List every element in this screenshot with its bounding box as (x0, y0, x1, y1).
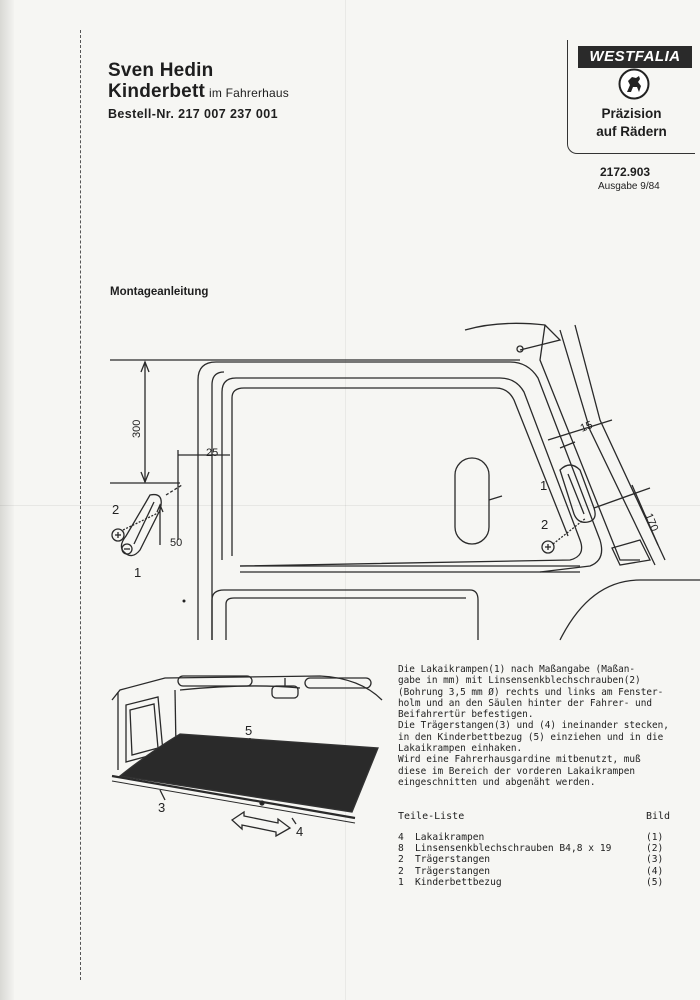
document-edition: Ausgabe 9/84 (598, 181, 660, 192)
part-qty: 1 (398, 876, 404, 888)
instruction-line: Die Trägerstangen(3) und (4) ineinander stecken, (398, 720, 669, 732)
rod-joint (260, 801, 264, 805)
part-label-5: 5 (245, 723, 253, 738)
logo-tagline-2: auf Rädern (596, 124, 667, 139)
part-qty: 8 (398, 843, 404, 855)
instruction-line: holm und an den Säulen hinter der Fahrer- und (398, 697, 652, 709)
double-arrow-icon (232, 812, 290, 836)
part-label-2-right: 2 (541, 517, 549, 532)
dimension-label-25: 25 (206, 447, 219, 459)
part-qty: 4 (398, 832, 404, 843)
part-ref: (2) (646, 843, 664, 855)
instruction-line: Die Lakaikrampen(1) nach Maßangabe (Maßan- (398, 664, 636, 675)
part-name: Trägerstangen (415, 854, 491, 866)
logo-tagline-1: Präzision (601, 106, 662, 121)
instructions-text (398, 664, 683, 788)
instruction-line: (Bohrung 3,5 mm Ø) rechts und links am Fenster- (398, 686, 664, 698)
dimension-label-50: 50 (170, 537, 183, 549)
parts-list-ref-header: Bild (646, 811, 671, 822)
part-name: Lakaikrampen (415, 832, 485, 843)
logo-brand: WESTFALIA (578, 46, 692, 68)
part-label-2: 2 (112, 502, 120, 517)
section-title: Montageanleitung (110, 286, 209, 298)
brand-name: Sven Hedin (108, 60, 214, 81)
part-label-4: 4 (296, 824, 304, 839)
parts-list-row (398, 832, 690, 843)
product-location: im Fahrerhaus (209, 86, 289, 100)
part-ref: (5) (646, 876, 664, 888)
dimension-label-15: 15 (578, 419, 595, 435)
part-name: Kinderbettbezug (415, 876, 502, 888)
instruction-line: Beifahrertür befestigen. (398, 709, 534, 721)
instruction-line: eingeschnitten und abgenäht werden. (398, 776, 596, 788)
parts-list-row (398, 854, 690, 865)
product-name: Kinderbett (108, 81, 205, 102)
dimension-label-300: 300 (131, 419, 143, 438)
part-ref: (1) (646, 832, 664, 843)
dimension-label-170: 170 (642, 511, 661, 534)
part-label-1: 1 (134, 565, 142, 580)
parts-list (398, 832, 690, 888)
part-label-1-right: 1 (540, 478, 548, 493)
parts-list-row (398, 843, 690, 854)
instruction-line: Wird eine Fahrerhausgardine mitbenutzt, muß (398, 754, 641, 766)
part-name: Trägerstangen (415, 865, 491, 877)
parts-list-row (398, 877, 690, 888)
part-qty: 2 (398, 865, 404, 877)
sun-visor (305, 678, 371, 688)
instruction-line: gabe in mm) mit Linsensenkblechschrauben(2) (398, 675, 641, 687)
document-number: 2172.903 (600, 165, 651, 179)
instruction-line: diese im Bereich der vorderen Lakaikrampen (398, 765, 636, 777)
leader-line (160, 790, 165, 800)
part-qty: 2 (398, 854, 404, 866)
part-ref: (4) (646, 865, 664, 877)
part-label-3: 3 (158, 800, 166, 815)
parts-list-row (398, 866, 690, 877)
instruction-line: Lakaikrampen einhaken. (398, 743, 523, 755)
part-name: Linsensenkblechschrauben B4,8 x 19 (415, 843, 612, 855)
parts-list-title: Teile-Liste (398, 811, 465, 822)
side-window-inner (130, 704, 158, 755)
instruction-line: in den Kinderbettbezug (5) einziehen und in die (398, 731, 664, 743)
order-number: Bestell-Nr. 217 007 237 001 (108, 107, 278, 121)
part-ref: (3) (646, 854, 664, 866)
